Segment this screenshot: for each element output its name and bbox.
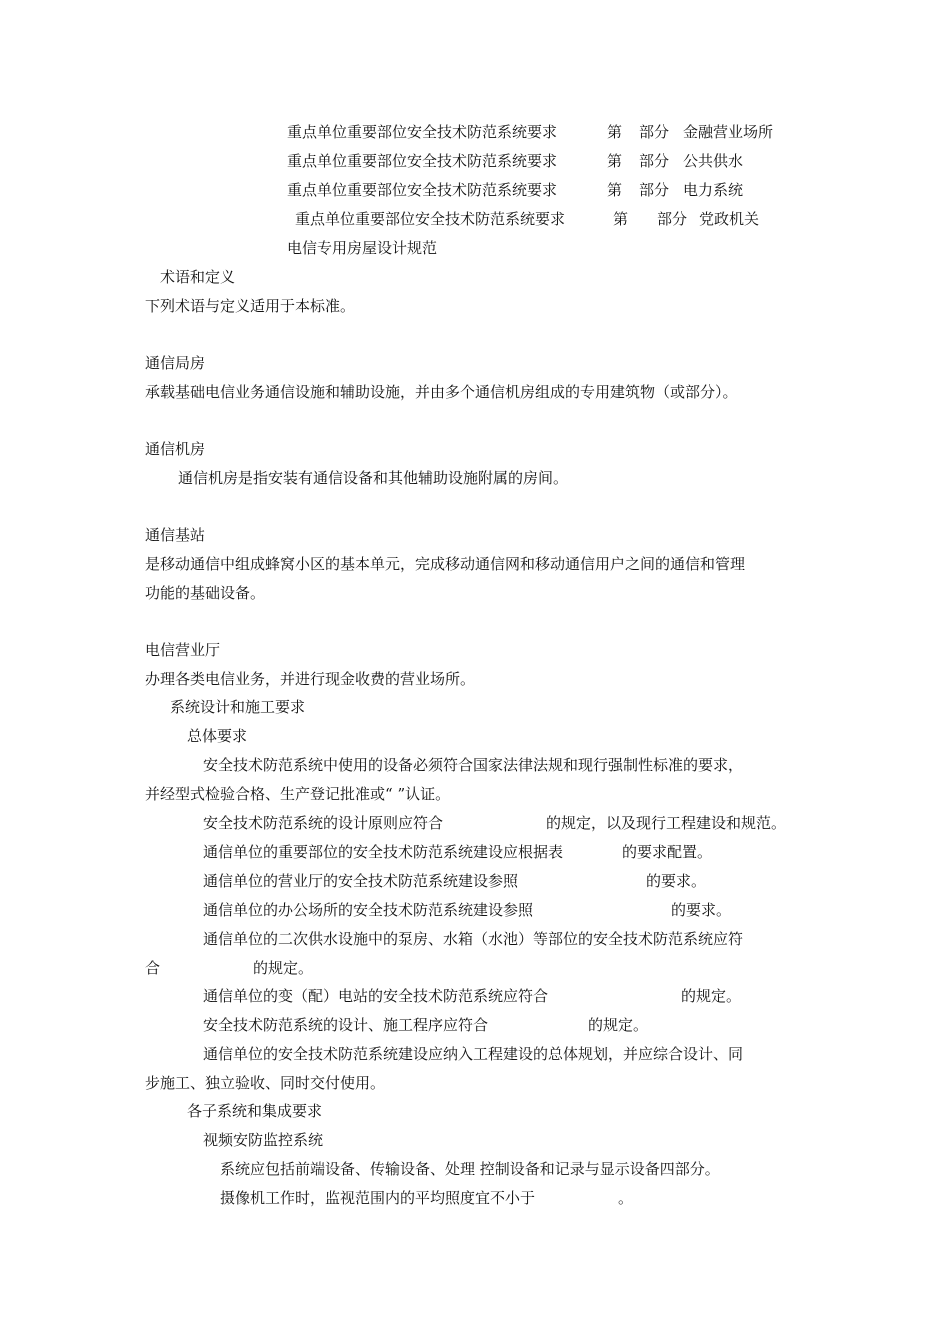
reference-di: 第 <box>607 181 623 199</box>
subsection-heading: 总体要求 <box>187 727 248 745</box>
paragraph: 安全技术防范系统中使用的设备必须符合国家法律法规和现行强制性标准的要求， <box>203 756 744 774</box>
subsection-heading: 视频安防监控系统 <box>203 1131 324 1149</box>
reference-part: 部分 <box>639 181 670 199</box>
reference-di: 第 <box>607 152 623 170</box>
reference-title: 重点单位重要部位安全技术防范系统要求 <box>287 123 558 141</box>
paragraph: 系统应包括前端设备、传输设备、处理 控制设备和记录与显示设备四部分。 <box>220 1160 720 1178</box>
reference-name: 电力系统 <box>683 181 744 199</box>
reference-di: 第 <box>613 210 629 228</box>
section-heading: 系统设计和施工要求 <box>170 698 306 716</box>
paragraph-text: 的规定。 <box>588 1016 649 1034</box>
term-definition: 承载基础电信业务通信设施和辅助设施，并由多个通信机房组成的专用建筑物（或部分）。 <box>145 383 738 401</box>
paragraph-text: 。 <box>618 1189 634 1207</box>
paragraph-text: 的要求。 <box>646 872 707 890</box>
reference-part: 部分 <box>639 152 670 170</box>
term-name: 通信局房 <box>145 354 206 372</box>
reference-part: 部分 <box>639 123 670 141</box>
term-definition: 通信机房是指安装有通信设备和其他辅助设施附属的房间。 <box>178 469 569 487</box>
paragraph: 通信单位的安全技术防范系统建设应纳入工程建设的总体规划，并应综合设计、同 <box>203 1045 744 1063</box>
paragraph-text: 通信单位的变（配）电站的安全技术防范系统应符合 <box>203 987 549 1005</box>
reference-di: 第 <box>607 123 623 141</box>
paragraph-text: 通信单位的重要部位的安全技术防范系统建设应根据表 <box>203 843 564 861</box>
reference-title: 重点单位重要部位安全技术防范系统要求 <box>287 152 558 170</box>
term-definition: 是移动通信中组成蜂窝小区的基本单元，完成移动通信网和移动通信用户之间的通信和管理 <box>145 555 746 573</box>
reference-name: 金融营业场所 <box>683 123 774 141</box>
reference-part: 部分 <box>657 210 688 228</box>
paragraph-text: 的规定，以及现行工程建设和规范。 <box>546 814 787 832</box>
paragraph-text: 的规定。 <box>681 987 742 1005</box>
paragraph: 通信单位的二次供水设施中的泵房、水箱（水池）等部位的安全技术防范系统应符 <box>203 930 744 948</box>
paragraph-text: 合 <box>145 959 161 977</box>
reference-title: 电信专用房屋设计规范 <box>287 239 438 257</box>
reference-line <box>287 238 437 258</box>
term-name: 通信基站 <box>145 526 206 544</box>
reference-name: 公共供水 <box>683 152 744 170</box>
paragraph-text: 通信单位的办公场所的安全技术防范系统建设参照 <box>203 901 534 919</box>
term-name: 电信营业厅 <box>145 641 221 659</box>
reference-name: 党政机关 <box>699 210 760 228</box>
paragraph-text: 安全技术防范系统的设计、施工程序应符合 <box>203 1016 489 1034</box>
paragraph: 并经型式检验合格、生产登记批准或“ ”认证。 <box>145 785 451 803</box>
subsection-heading: 各子系统和集成要求 <box>187 1102 323 1120</box>
paragraph-text: 的要求。 <box>671 901 732 919</box>
paragraph-text: 安全技术防范系统的设计原则应符合 <box>203 814 444 832</box>
paragraph-text: 通信单位的营业厅的安全技术防范系统建设参照 <box>203 872 519 890</box>
paragraph-text: 的规定。 <box>253 959 314 977</box>
term-definition: 办理各类电信业务，并进行现金收费的营业场所。 <box>145 670 476 688</box>
paragraph-text: 摄像机工作时，监视范围内的平均照度宜不小于 <box>220 1189 536 1207</box>
reference-title: 重点单位重要部位安全技术防范系统要求 <box>295 210 566 228</box>
term-definition: 功能的基础设备。 <box>145 584 266 602</box>
paragraph: 步施工、独立验收、同时交付使用。 <box>145 1074 386 1092</box>
section-heading: 术语和定义 <box>160 268 236 286</box>
term-name: 通信机房 <box>145 440 206 458</box>
reference-title: 重点单位重要部位安全技术防范系统要求 <box>287 181 558 199</box>
paragraph-text: 的要求配置。 <box>622 843 713 861</box>
paragraph: 下列术语与定义适用于本标准。 <box>145 297 356 315</box>
